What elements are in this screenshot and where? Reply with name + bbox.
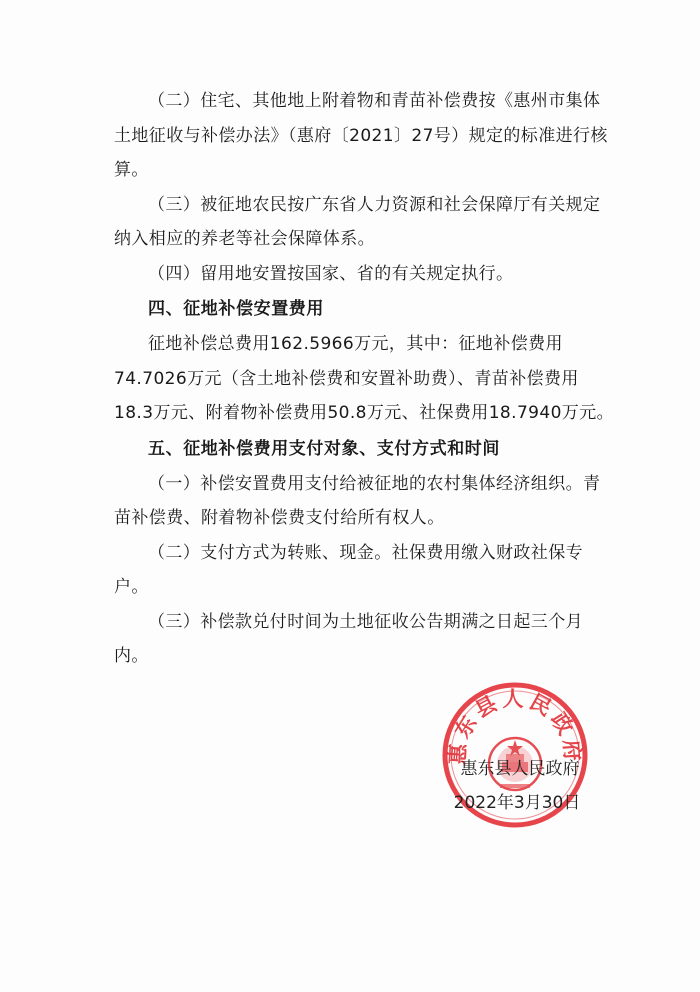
signing-date: 2022年3月30日	[453, 793, 581, 813]
paragraph-residential-compensation: （二）住宅、其他地上附着物和青苗补偿费按《惠州市集体土地征收与补偿办法》（惠府〔2021〕27号）规定的标准进行核算。	[114, 91, 608, 180]
paragraph-social-security: （三）被征地农民按广东省人力资源和社会保障厅有关规定纳入相应的养老等社会保障体系。	[114, 194, 601, 249]
section-heading-compensation-costs: 四、征地补偿安置费用	[148, 299, 324, 319]
signing-organization: 惠东县人民政府	[460, 759, 580, 779]
paragraph-reserved-land: （四）留用地安置按国家、省的有关规定执行。	[148, 263, 514, 284]
paragraph-payment-method: （二）支付方式为转账、现金。社保费用缴入财政社保专户。	[114, 542, 583, 597]
signature-block	[440, 752, 600, 820]
section-heading-payment: 五、征地补偿费用支付对象、支付方式和时间	[148, 438, 500, 459]
document-body	[114, 84, 614, 674]
paragraph-payment-recipients: （一）补偿安置费用支付给被征地的农村集体经济组织。青苗补偿费、附着物补偿费支付给所有权人。	[114, 473, 601, 528]
paragraph-payment-time: （三）补偿款兑付时间为土地征收公告期满之日起三个月内。	[114, 611, 583, 666]
seal-text: 惠东县人民政府	[445, 687, 585, 766]
paragraph-total-costs: 征地补偿总费用162.5966万元，其中：征地补偿费用74.7026万元（含土地补偿费和安置补助费）、青苗补偿费用18.3万元、附着物补偿费用50.8万元、社保费用18.7940万元。	[114, 334, 615, 423]
